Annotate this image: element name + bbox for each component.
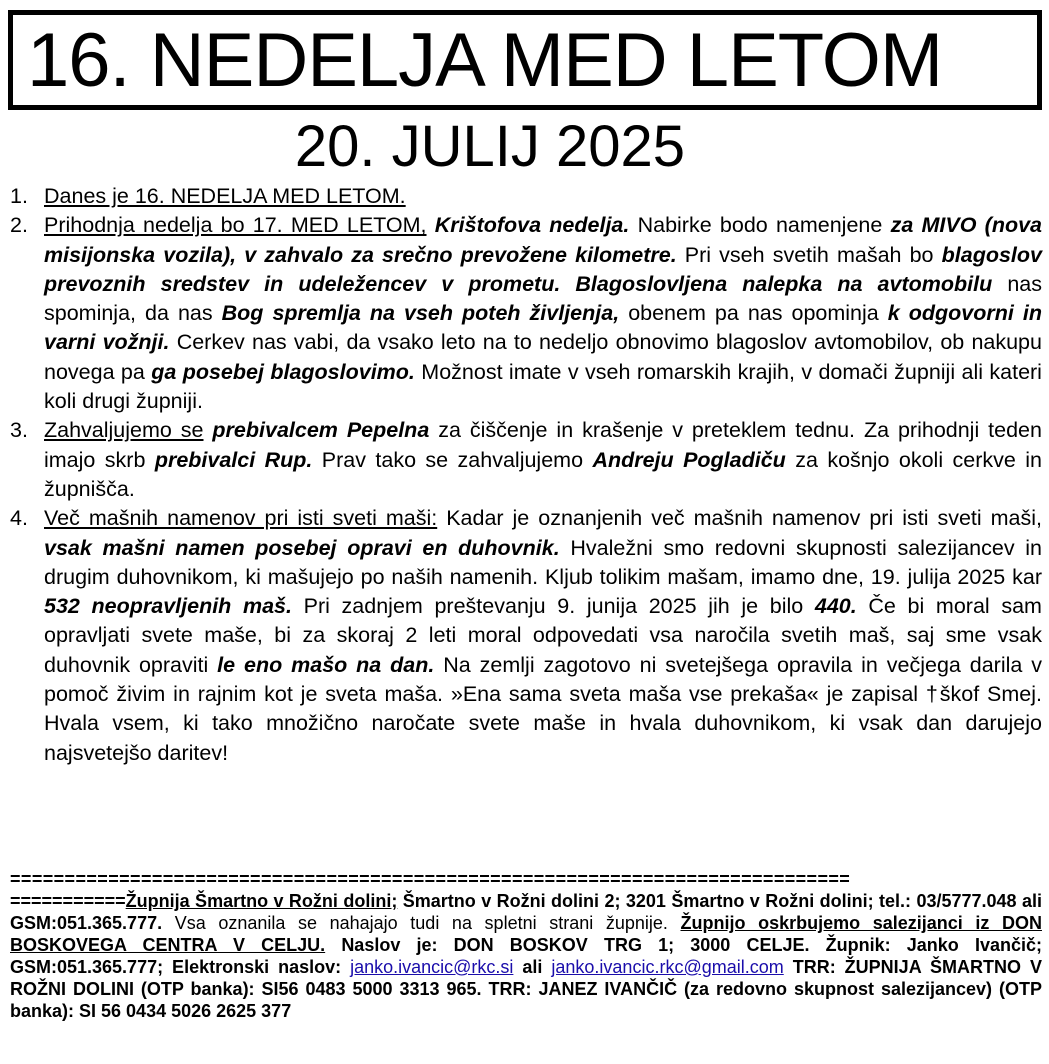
email-link-rkc[interactable]: janko.ivancic@rkc.si bbox=[350, 957, 514, 977]
item-text: nas spominja, da nas bbox=[44, 271, 1042, 326]
managed-by: Župnijo oskrbujemo salezijanci iz DON BOSKOVEGA CENTRA V CELJU. bbox=[10, 913, 1042, 955]
item-text: za čiščenje in krašenje v preteklem tednu. Za prihodnji teden imajo skrb bbox=[44, 418, 1042, 472]
parish-footer bbox=[10, 868, 1042, 1022]
item-text: Prav tako se zahvaljujemo bbox=[321, 447, 584, 472]
item-number: 3. bbox=[10, 418, 28, 443]
item-number: 4. bbox=[10, 506, 28, 531]
footer-text bbox=[10, 890, 1042, 1022]
item-text: Na zemlji zagotovo ni svetejšega opravila in večjega darila v pomoč živim in rajnim kot je sveta maša. »Ena sama sveta maša vse prekaša« je zapisal †škof Smej. Hvala vsem, ki tako množično naročate svete maše in hvala duhovnikom, ki vsak dan darujejo najsvetejšo daritev! bbox=[44, 652, 1042, 765]
item-text: Kadar je oznanjenih več mašnih namenov pri isti sveti maši, bbox=[446, 506, 1043, 531]
item-lead: Danes je 16. NEDELJA MED LETOM. bbox=[44, 184, 406, 208]
item-text: Pri vseh svetih mašah bo bbox=[684, 242, 934, 267]
item-number: 2. bbox=[10, 213, 28, 238]
item-text: Pri zadnjem preštevanju 9. junija 2025 jih je bilo bbox=[303, 594, 804, 619]
item-number: 1. bbox=[10, 184, 28, 208]
item-emphasis: prebivalci Rup. bbox=[154, 447, 313, 472]
item-emphasis: prebivalcem Pepelna bbox=[212, 418, 430, 443]
item-emphasis: 532 neopravljenih maš. bbox=[44, 594, 292, 619]
title-box bbox=[8, 10, 1042, 110]
contact-info: Naslov je: DON BOSKOV TRG 1; 3000 CELJE. Župnik: Janko Ivančič; GSM:051.365.777; Elektronski naslov: bbox=[10, 935, 1042, 977]
parish-name: Župnija Šmartno v Rožni dolini; bbox=[125, 891, 398, 911]
announcement-item-1 bbox=[10, 182, 1042, 211]
item-emphasis: 440. bbox=[814, 594, 857, 619]
announcement-list bbox=[10, 182, 1042, 768]
item-text: Cerkev nas vabi, da vsako leto na to nedeljo obnovimo blagoslov avtomobilov, ob nakupu novega pa bbox=[44, 330, 1042, 384]
email-link-gmail[interactable]: janko.ivancic.rkc@gmail.com bbox=[551, 957, 784, 977]
web-note: Vsa oznanila se nahajajo tudi na spletni strani župnije. bbox=[174, 913, 668, 933]
page-title: 16. NEDELJA MED LETOM bbox=[27, 18, 943, 103]
item-emphasis: blagoslov prevoznih sredstev in udeležencev v prometu. bbox=[44, 242, 1042, 296]
announcement-item-4 bbox=[10, 504, 1042, 768]
bank-accounts: TRR: ŽUPNIJA ŠMARTNO V ROŽNI DOLINI (OTP banka): SI56 0483 5000 3313 965. TRR: JANEZ IVANČIČ (za redovno skupnost salezijancev) (OTP banka): SI 56 0434 5026 2625 377 bbox=[10, 957, 1042, 1021]
item-text: Če bi moral sam opravljati svete maše, bi za skoraj 2 leti moral odpovedati vsa naročila svetih maš, saj sme vsak duhovnik opraviti bbox=[44, 594, 1042, 677]
announcement-item-3 bbox=[10, 416, 1042, 504]
item-lead: Prihodnja nedelja bo 17. MED LETOM, bbox=[44, 213, 427, 238]
item-text: Nabirke bodo namenjene bbox=[637, 213, 883, 238]
item-lead: Zahvaljujemo se bbox=[44, 418, 204, 443]
item-emphasis: Andreju Pogladiču bbox=[592, 447, 786, 472]
item-lead: Več mašnih namenov pri isti sveti maši: bbox=[44, 506, 438, 531]
item-emphasis: za MIVO (nova misijonska vozila), v zahvalo za srečno prevožene kilometre. bbox=[44, 213, 1043, 267]
page-date: 20. JULIJ 2025 bbox=[294, 114, 686, 179]
item-emphasis: Blagoslovljena nalepka na avtomobilu bbox=[575, 271, 993, 296]
announcement-item-2 bbox=[10, 211, 1042, 416]
item-text: Hvaležni smo redovni skupnosti salezijancev in drugim duhovnikom, ki mašujejo po naših namenih. Kljub tolikim mašam, imamo dne, 19. julija 2025 kar bbox=[44, 535, 1042, 589]
email-or: ali bbox=[522, 957, 543, 977]
item-text: obenem pa nas opominja bbox=[628, 301, 879, 326]
item-text: za košnjo okoli cerkve in župnišča. bbox=[44, 447, 1042, 501]
item-emphasis: vsak mašni namen posebej opravi en duhovnik. bbox=[44, 535, 560, 560]
item-text: Možnost imate v vseh romarskih krajih, v domači župniji ali kateri koli drugi župniji. bbox=[44, 359, 1042, 414]
separator-line: ============================================================================= bbox=[10, 869, 851, 889]
item-emphasis: ga posebej blagoslovimo. bbox=[151, 359, 415, 384]
parish-address: Šmartno v Rožni dolini 2; 3201 Šmartno v Rožni dolini; tel.: 03/5777.048 ali GSM:051.365.777. bbox=[10, 891, 1042, 933]
separator-prefix: =========== bbox=[10, 891, 126, 911]
item-emphasis: le eno mašo na dan. bbox=[217, 652, 435, 677]
item-emphasis: Krištofova nedelja. bbox=[434, 213, 630, 238]
item-emphasis: Bog spremlja na vseh poteh življenja, bbox=[221, 301, 620, 326]
item-emphasis: k odgovorni in varni vožnji. bbox=[44, 301, 1042, 355]
